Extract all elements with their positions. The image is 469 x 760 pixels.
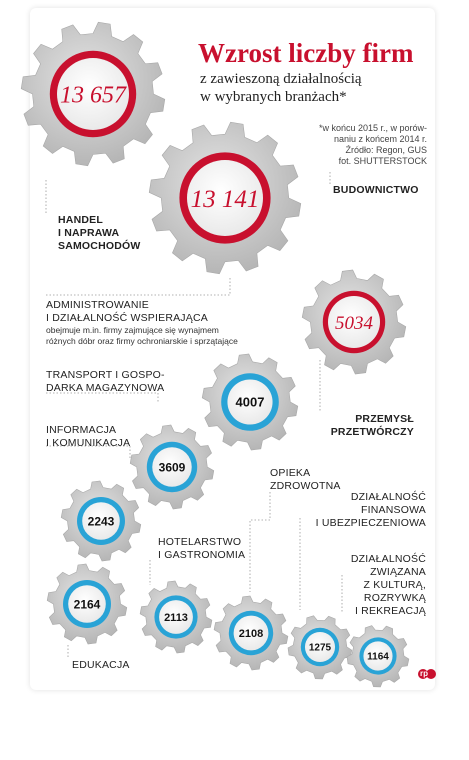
gear-6 [47,564,127,644]
note-line-2: naniu z końcem 2014 r. [333,134,427,144]
gear-7 [140,581,212,653]
label-edukacja: EDUKACJA [72,659,130,671]
connector-6 [250,492,270,592]
label-transport: TRANSPORT I GOSPO- DARKA MAGAZYNOWA [46,369,165,394]
label-budownictwo: BUDOWNICTWO [333,184,419,196]
gear-9 [288,616,352,679]
gear-2 [302,270,406,374]
gear-value-5: 2243 [87,514,115,529]
subtitle-line-2: w wybranych branżach* [200,89,347,105]
label-hotelarstwo: HOTELARSTWO I GASTRONOMIA [158,536,246,561]
note-line-1: *w końcu 2015 r., w porów- [318,123,427,133]
gear-value-6: 2164 [73,597,101,612]
gear-1 [149,122,301,274]
label-finansowa: DZIAŁALNOŚĆ FINANSOWA I UBEZPIECZENIOWA [315,491,426,529]
connector-2 [46,278,230,295]
gear-value-0: 13 657 [60,82,126,109]
gear-3 [202,354,298,450]
label-opieka: OPIEKA ZDROWOTNA [270,467,341,492]
label-handel: HANDEL I NAPRAWA SAMOCHODÓW [58,214,141,252]
gear-value-8: 2108 [238,627,264,640]
label-informacja: INFORMACJA I KOMUNIKACJA [46,424,131,449]
gear-value-7: 2113 [164,611,188,624]
label-kultura: DZIAŁALNOŚĆ ZWIĄZANA Z KULTURĄ, ROZRYWKĄ I REKREACJĄ [350,553,426,617]
page-title: Wzrost liczby firm [198,38,414,68]
desc-administrowanie: obejmuje m.in. firmy zajmujące się wynajmem różnych dóbr oraz firmy ochroniarskie i sprzątające [46,325,238,346]
gear-8 [214,596,288,670]
label-administrowanie: ADMINISTROWANIE I DZIAŁALNOŚĆ WSPIERAJĄCA [46,299,208,324]
gear-value-1: 13 141 [190,186,260,213]
gear-value-4: 3609 [158,460,186,475]
subtitle-line-1: z zawieszoną działalnością [200,71,362,87]
note-line-4: fot. SHUTTERSTOCK [338,156,427,166]
gear-value-2: 5034 [335,312,373,334]
gear-10 [347,626,409,687]
gear-4 [130,425,214,509]
gear-value-9: 1275 [308,642,332,654]
gear-value-3: 4007 [235,394,265,410]
gear-5 [61,481,141,561]
gear-0 [21,22,165,166]
label-przemysl: PRZEMYSŁ PRZETWÓRCZY [330,413,414,438]
gear-value-10: 1164 [367,651,389,663]
note-line-3: Źródło: Regon, GUS [345,145,427,155]
